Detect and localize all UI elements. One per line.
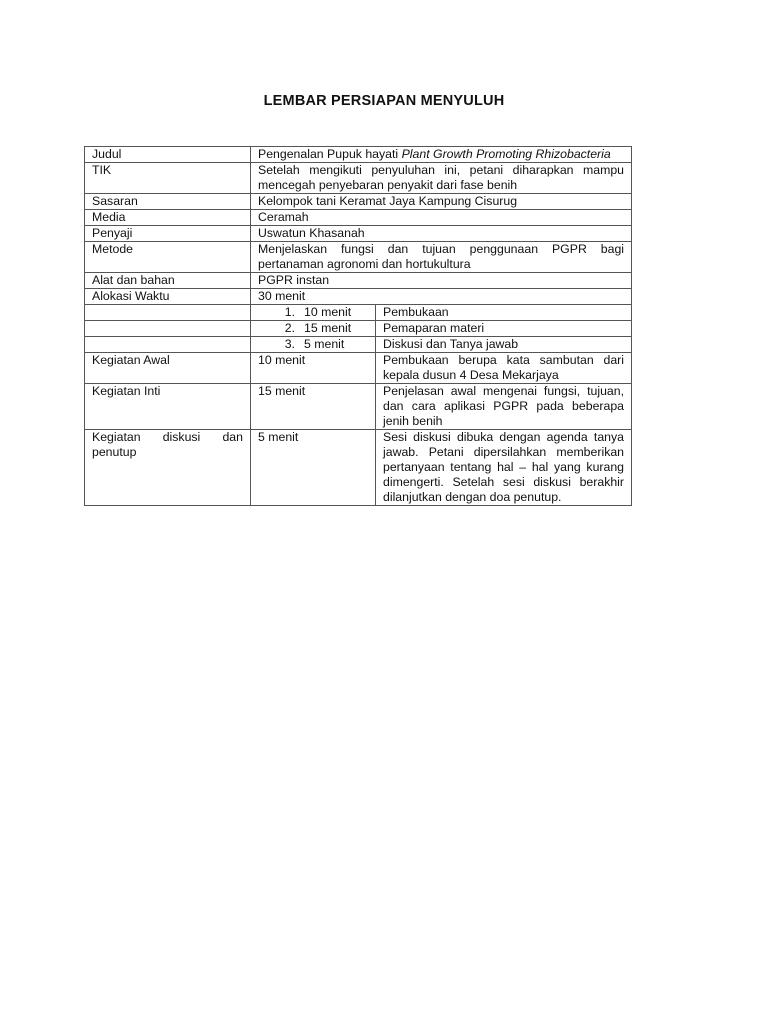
schedule-number: 1.	[284, 305, 295, 319]
schedule-time	[251, 321, 376, 337]
schedule-empty-cell	[85, 337, 251, 353]
row-value-penyaji: Uswatun Khasanah	[251, 226, 632, 242]
schedule-activity: Pemaparan materi	[376, 321, 632, 337]
row-label-sasaran: Sasaran	[85, 194, 251, 210]
row-value-metode: Menjelaskan fungsi dan tujuan penggunaan PGPR bagi pertanaman agronomi dan hortukultura	[251, 242, 632, 273]
row-label-alat: Alat dan bahan	[85, 273, 251, 289]
row-label-tik: TIK	[85, 163, 251, 194]
row-value-tik: Setelah mengikuti penyuluhan ini, petani diharapkan mampu mencegah penyebaran penyakit dari fase benih	[251, 163, 632, 194]
table-row	[85, 163, 632, 194]
activity-label-line	[92, 430, 243, 445]
row-label-media: Media	[85, 210, 251, 226]
row-label-penyaji: Penyaji	[85, 226, 251, 242]
schedule-time-text: 15 menit	[304, 321, 352, 335]
schedule-row	[85, 337, 632, 353]
table-row	[85, 226, 632, 242]
schedule-number: 3.	[284, 337, 295, 351]
label-word: dan	[222, 430, 243, 444]
activity-label-inti: Kegiatan Inti	[85, 384, 251, 430]
schedule-time	[251, 337, 376, 353]
table-row	[85, 147, 632, 163]
judul-prefix: Pengenalan Pupuk hayati	[258, 147, 402, 161]
schedule-row	[85, 305, 632, 321]
schedule-empty-cell	[85, 321, 251, 337]
activity-desc-inti: Penjelasan awal mengenai fungsi, tujuan, dan cara aplikasi PGPR pada beberapa jenih benih	[376, 384, 632, 430]
activity-time-awal: 10 menit	[251, 353, 376, 384]
table-row	[85, 210, 632, 226]
schedule-row	[85, 321, 632, 337]
activity-row	[85, 353, 632, 384]
schedule-empty-cell	[85, 305, 251, 321]
schedule-number: 2.	[284, 321, 295, 335]
page-title: LEMBAR PERSIAPAN MENYULUH	[263, 93, 505, 109]
schedule-time	[251, 305, 376, 321]
activity-row	[85, 430, 632, 506]
label-word: penutup	[92, 445, 137, 459]
row-value-media: Ceramah	[251, 210, 632, 226]
schedule-activity: Diskusi dan Tanya jawab	[376, 337, 632, 353]
schedule-activity: Pembukaan	[376, 305, 632, 321]
schedule-time-text: 10 menit	[304, 305, 352, 319]
label-word: Kegiatan	[92, 430, 141, 444]
row-label-alokasi: Alokasi Waktu	[85, 289, 251, 305]
table-row	[85, 273, 632, 289]
row-value-judul	[251, 147, 632, 163]
activity-label-penutup	[85, 430, 251, 506]
table-row	[85, 289, 632, 305]
row-value-alat: PGPR instan	[251, 273, 632, 289]
row-value-alokasi: 30 menit	[251, 289, 632, 305]
activity-label-awal: Kegiatan Awal	[85, 353, 251, 384]
row-label-judul: Judul	[85, 147, 251, 163]
row-label-metode: Metode	[85, 242, 251, 273]
schedule-time-text: 5 menit	[304, 337, 345, 351]
activity-time-inti: 15 menit	[251, 384, 376, 430]
preparation-table	[84, 146, 632, 506]
activity-time-penutup: 5 menit	[251, 430, 376, 506]
activity-row	[85, 384, 632, 430]
judul-italic: Plant Growth Promoting Rhizobacteria	[401, 147, 611, 161]
row-value-sasaran: Kelompok tani Keramat Jaya Kampung Cisurug	[251, 194, 632, 210]
table-row	[85, 242, 632, 273]
activity-desc-penutup: Sesi diskusi dibuka dengan agenda tanya jawab. Petani dipersilahkan memberikan pertanyaan tentang hal – hal yang kurang dimengerti. Setelah sesi diskusi berakhir dilanjutkan dengan doa penutup.	[376, 430, 632, 506]
label-word: diskusi	[162, 430, 201, 444]
table-row	[85, 194, 632, 210]
activity-desc-awal: Pembukaan berupa kata sambutan dari kepala dusun 4 Desa Mekarjaya	[376, 353, 632, 384]
